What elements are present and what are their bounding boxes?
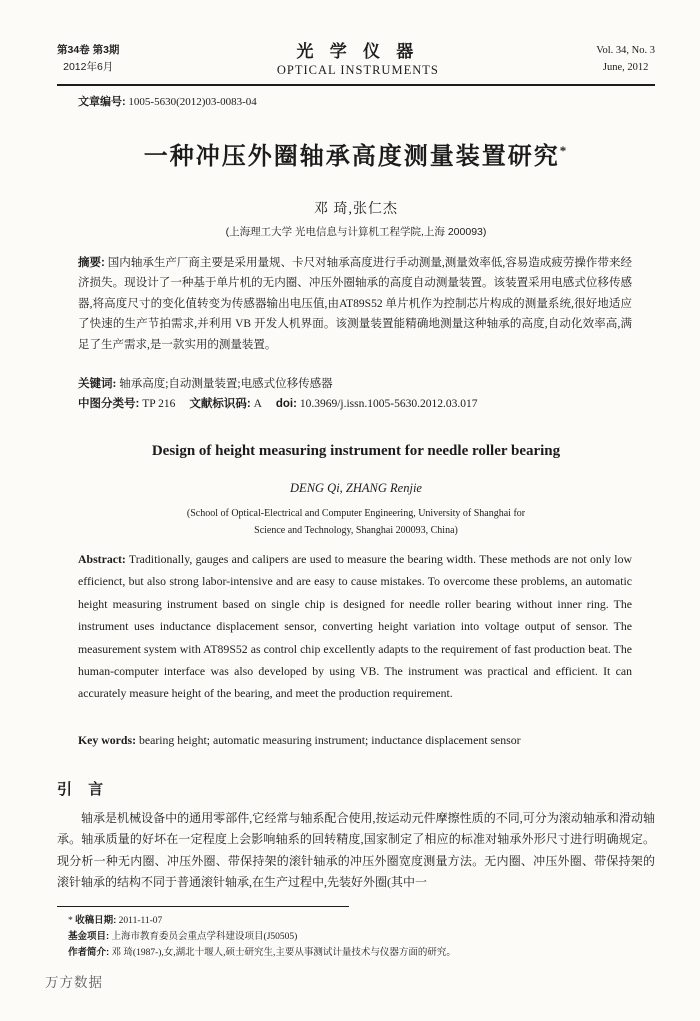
affiliation-en-line2: Science and Technology, Shanghai 200093, China): [254, 525, 458, 536]
keywords-en-text: bearing height; automatic measuring instrument; inductance displacement sensor: [136, 733, 521, 747]
author-bio-value: 邓 琦(1987-),女,湖北十堰人,硕士研究生,主要从事测试计量技术与仪器方面的研究。: [109, 948, 456, 958]
article-number-label: 文章编号:: [78, 96, 126, 108]
section-heading-introduction: 引 言: [57, 781, 110, 798]
affiliation-cn: (上海理工大学 光电信息与计算机工程学院,上海 200093): [225, 226, 487, 238]
footnote-divider: [57, 906, 349, 907]
date-en: June, 2012: [602, 62, 649, 73]
journal-name: [277, 42, 439, 79]
article-number: [78, 93, 257, 109]
article-number-value: 1005-5630(2012)03-0083-04: [125, 96, 257, 108]
journal-header: [57, 42, 655, 79]
header-volume-issue-en: [596, 42, 655, 76]
abstract-en-text: Traditionally, gauges and calipers are used to measure the bearing width. These methods are not only low efficienct, but also strong labor-intensive and are easy to cause mistakes. To overcome these problems, an automatic height measuring instrument based on single chip is designed for needle roller bearing without inner ring. The instrument uses inductance displacement sensor, converting height variation into voltage output of sensor. The measurement system with AT89S52 as control chip excellently adapts to the requirement of fast production beat. The human-computer interface was also developed by using VB. The instrument was practical and efficient. It can accurately measure height of the bearing, and meet the production requirement.: [78, 552, 632, 701]
affiliation-en: [57, 505, 655, 539]
paper-title-cn: [57, 136, 655, 171]
received-date-value: 2011-11-07: [116, 916, 163, 926]
doc-code-value: A: [250, 398, 262, 410]
header-divider: [57, 84, 655, 86]
keywords-cn-text: 轴承高度;自动测量装置;电感式位移传感器: [116, 378, 333, 390]
header-volume-issue-cn: [57, 42, 119, 76]
abstract-en-label: Abstract:: [78, 552, 126, 566]
fund-label: 基金项目:: [68, 931, 110, 942]
paper-title-en: Design of height measuring instrument for needle roller bearing: [151, 443, 561, 459]
volume-issue-cn: 第34卷 第3期: [57, 44, 120, 56]
doi-label: doi:: [275, 398, 297, 410]
received-date-label: 收稿日期:: [75, 915, 117, 926]
fund-value: 上海市教育委员会重点学科建设项目(J50505): [109, 932, 298, 942]
clc-label: 中图分类号:: [78, 398, 140, 410]
date-cn: 2012年6月: [63, 61, 114, 73]
clc-value: TP 216: [139, 398, 176, 410]
abstract-cn-label: 摘要:: [78, 257, 105, 269]
footnote-asterisk: *: [68, 916, 76, 926]
author-bio-label: 作者简介:: [68, 947, 110, 958]
doc-code-label: 文献标识码:: [189, 398, 251, 410]
journal-name-en: OPTICAL INSTRUMENTS: [276, 63, 439, 77]
wanfang-data-watermark: 万方数据: [45, 975, 103, 990]
footnote-author-bio: [68, 945, 628, 961]
keywords-en: [78, 729, 632, 751]
abstract-cn-text: 国内轴承生产厂商主要是采用量规、卡尺对轴承高度进行手动测量,测量效率低,容易造成疲劳操作带来经济损失。现设计了一种基于单片机的无内圈、冲压外圈轴承的高度自动测量装置。该装置采用电感式位移传感器,将高度尺寸的变化值转变为传感器输出电压值,由AT89S52 单片机作为控制芯片构成的测量系统,很好地适应了快速的生产节拍需求,并利用 VB 开发人机界面。该测量装置能精确地测量这种轴承的高度,自动化效率高,满足了生产需求,是一款实用的测量装置。: [78, 257, 632, 351]
title-footnote-asterisk: *: [559, 143, 569, 158]
keywords-cn-label: 关键词:: [78, 378, 117, 390]
authors-en: DENG Qi, ZHANG Renjie: [290, 481, 422, 495]
volume-issue-en: Vol. 34, No. 3: [596, 45, 655, 56]
footnote-received: [68, 913, 628, 929]
authors-cn: 邓 琦,张仁杰: [314, 202, 398, 217]
keywords-cn: [78, 374, 632, 394]
affiliation-en-line1: (School of Optical-Electrical and Computer Engineering, University of Shanghai for: [186, 508, 526, 519]
abstract-cn: [78, 253, 632, 355]
keywords-en-label: Key words:: [78, 733, 136, 747]
introduction-paragraph: 轴承是机械设备中的通用零部件,它经常与轴系配合使用,按运动元件摩擦性质的不同,可分为滚动轴承和滑动轴承。轴承质量的好坏在一定程度上会影响轴系的回转精度,国家制定了相应的标准对轴承外形尺寸进行明确规定。现分析一种无内圈、冲压外圈、带保持架的滚针轴承的冲压外圈宽度测量方法。无内圈、冲压外圈、带保持架的滚针轴承的结构不同于普通滚针轴承,在生产过程中,先装好外圈(其中一: [57, 811, 655, 890]
doi-value: 10.3969/j.issn.1005-5630.2012.03.017: [296, 398, 478, 410]
classification-line: [78, 395, 638, 411]
journal-name-cn: 光 学 仪 器: [296, 42, 420, 61]
footnotes: [68, 913, 628, 961]
footnote-fund: [68, 929, 628, 945]
paper-title-cn-text: 一种冲压外圈轴承高度测量装置研究: [143, 144, 560, 170]
abstract-en: [78, 548, 632, 705]
